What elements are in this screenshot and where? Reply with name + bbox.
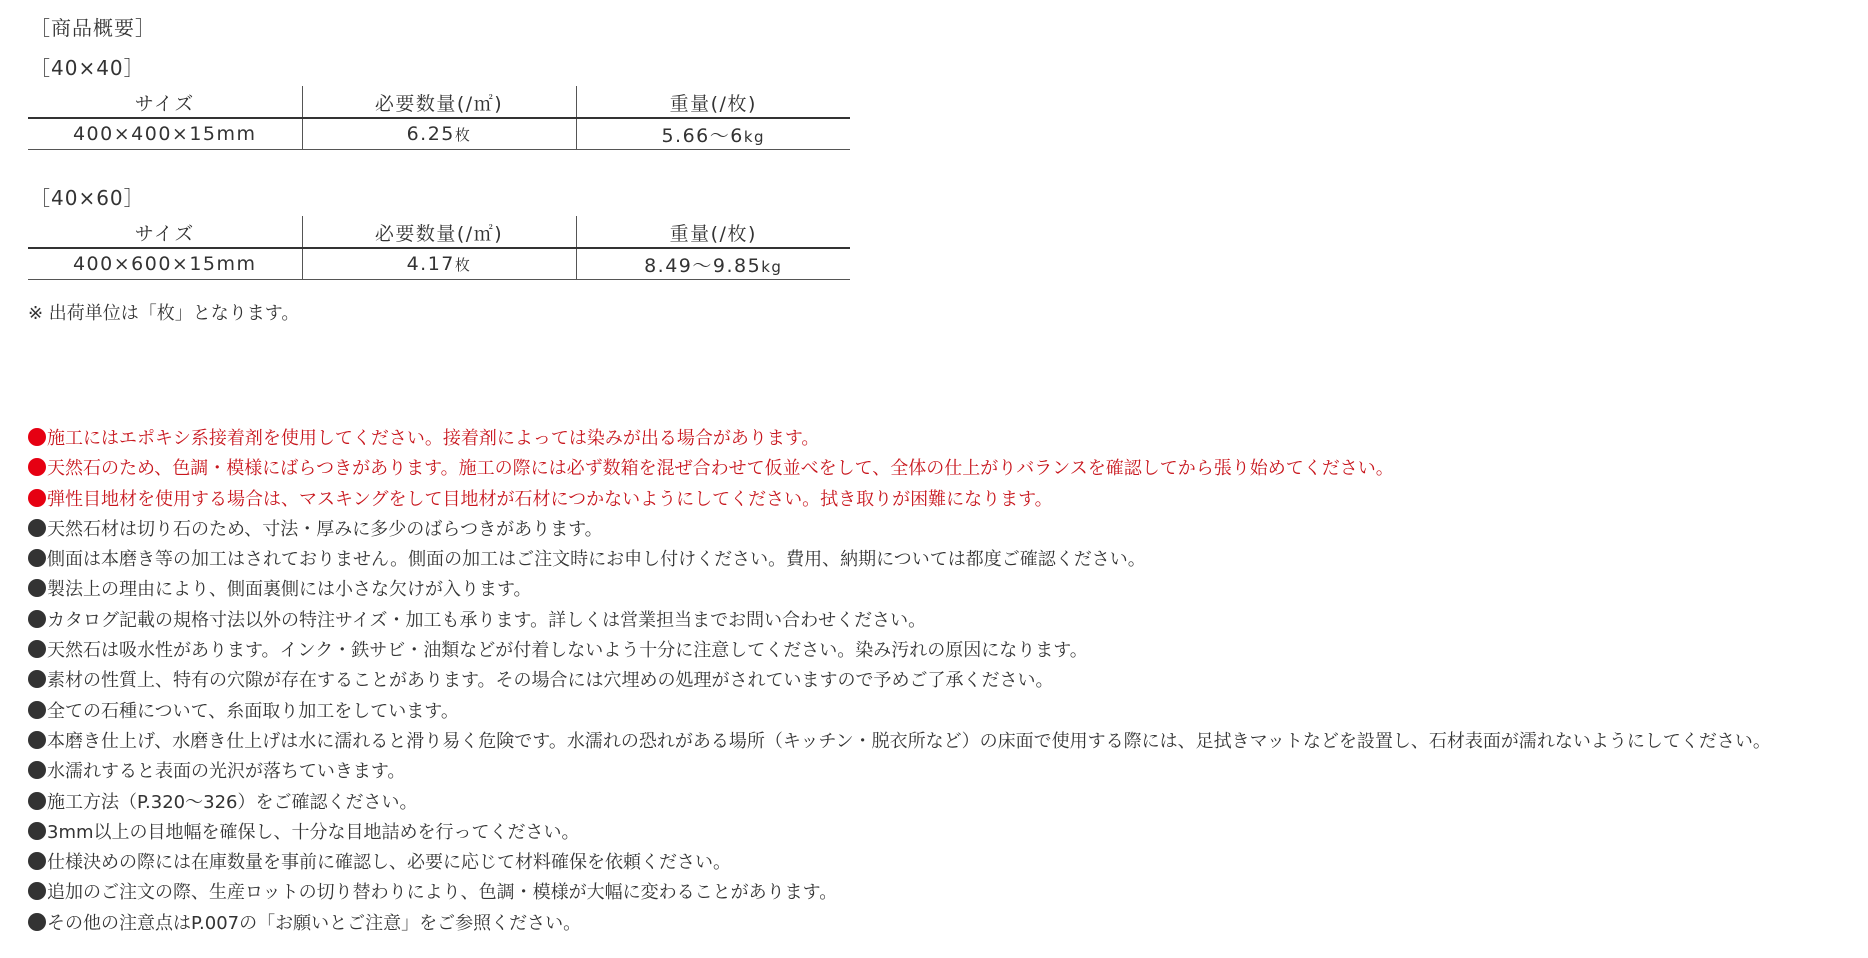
table-row [28,248,850,280]
note-text: 側面は本磨き等の加工はされておりません。側面の加工はご注文時にお申し付けください。費用、納期については都度ご確認ください。 [47,549,1146,571]
section-heading-40x60: ［40×60］ [30,186,145,210]
cell-quantity [302,118,576,150]
weight-unit: kg [761,257,783,276]
quantity-value: 6.25 [406,123,455,145]
header-size: サイズ [28,216,302,248]
list-item [28,606,1771,636]
overview-heading: ［商品概要］ [30,16,156,40]
header-weight: 重量(/枚) [576,86,850,118]
bullet-icon [28,489,46,507]
note-text: 本磨き仕上げ、水磨き仕上げは水に濡れると滑り易く危険です。水濡れの恐れがある場所（キッチン・脱衣所など）の床面で使用する際には、足拭きマットなどを設置し、石材表面が濡れないようにしてください。 [47,730,1771,752]
list-item [28,818,1771,848]
quantity-unit: 枚 [454,126,472,144]
weight-unit: kg [743,127,766,146]
weight-value: 8.49〜9.85 [644,254,762,277]
header-weight: 重量(/枚) [576,216,850,248]
note-text: 天然石材は切り石のため、寸法・厚みに多少のばらつきがあります。 [47,518,603,540]
note-text: 天然石は吸水性があります。インク・鉄サビ・油類などが付着しないよう十分に注意してください。染み汚れの原因になります。 [47,640,1088,662]
bullet-icon [28,519,46,537]
note-text: 素材の性質上、特有の穴隙が存在することがあります。その場合には穴埋めの処理がされていますので予めご了承ください。 [47,670,1054,692]
list-item [28,666,1771,696]
bullet-icon [28,822,46,840]
note-text: 天然石のため、色調・模様にばらつきがあります。施工の際には必ず数箱を混ぜ合わせて仮並べをして、全体の仕上がりバランスを確認してから張り始めてください。 [47,458,1394,480]
bullet-icon [28,731,46,749]
note-text: 全ての石種について、糸面取り加工をしています。 [47,700,459,722]
list-item [28,485,1771,515]
spec-table-40x40 [28,86,850,150]
table-header-row [28,86,850,118]
list-item [28,909,1771,939]
list-item [28,515,1771,545]
bullet-icon [28,882,46,900]
weight-value: 5.66〜6 [661,124,744,147]
caution-list [28,424,1771,939]
list-item [28,757,1771,787]
quantity-value: 4.17 [406,253,455,275]
list-item [28,454,1771,484]
cell-size: 400×400×15mm [28,118,302,150]
note-text: 水濡れすると表面の光沢が落ちていきます。 [47,761,406,783]
note-text: 施工方法（P.320〜326）をご確認ください。 [47,791,418,813]
cell-quantity [302,248,576,280]
quantity-unit: 枚 [454,256,472,274]
header-quantity: 必要数量(/㎡) [302,216,576,248]
list-item [28,727,1771,757]
cell-weight [576,118,850,150]
bullet-icon [28,549,46,567]
note-text: 追加のご注文の際、生産ロットの切り替わりにより、色調・模様が大幅に変わることがあります。 [47,882,838,904]
list-item [28,424,1771,454]
spec-table-40x60 [28,216,850,280]
bullet-icon [28,610,46,628]
bullet-icon [28,792,46,810]
list-item [28,636,1771,666]
note-text: その他の注意点はP.007の「お願いとご注意」をご参照ください。 [47,912,582,934]
shipping-note: ※ 出荷単位は「枚」となります。 [28,303,300,324]
note-text: カタログ記載の規格寸法以外の特注サイズ・加工も承ります。詳しくは営業担当までお問い合わせください。 [47,609,927,631]
note-text: 弾性目地材を使用する場合は、マスキングをして目地材が石材につかないようにしてください。拭き取りが困難になります。 [47,488,1053,510]
bullet-icon [28,670,46,688]
table-header-row [28,216,850,248]
header-size: サイズ [28,86,302,118]
bullet-icon [28,458,46,476]
list-item [28,545,1771,575]
list-item [28,878,1771,908]
bullet-icon [28,579,46,597]
note-text: 仕様決めの際には在庫数量を事前に確認し、必要に応じて材料確保を依頼ください。 [47,852,731,874]
list-item [28,788,1771,818]
bullet-icon [28,761,46,779]
table-row [28,118,850,150]
cell-weight [576,248,850,280]
cell-size: 400×600×15mm [28,248,302,280]
note-text: 製法上の理由により、側面裏側には小さな欠けが入ります。 [47,579,532,601]
section-heading-40x40: ［40×40］ [30,56,145,80]
list-item [28,848,1771,878]
bullet-icon [28,701,46,719]
header-quantity: 必要数量(/㎡) [302,86,576,118]
note-text: 3mm以上の目地幅を確保し、十分な目地詰めを行ってください。 [47,821,580,843]
bullet-icon [28,913,46,931]
list-item [28,697,1771,727]
list-item [28,575,1771,605]
bullet-icon [28,852,46,870]
bullet-icon [28,640,46,658]
bullet-icon [28,428,46,446]
note-text: 施工にはエポキシ系接着剤を使用してください。接着剤によっては染みが出る場合があります。 [47,428,820,449]
